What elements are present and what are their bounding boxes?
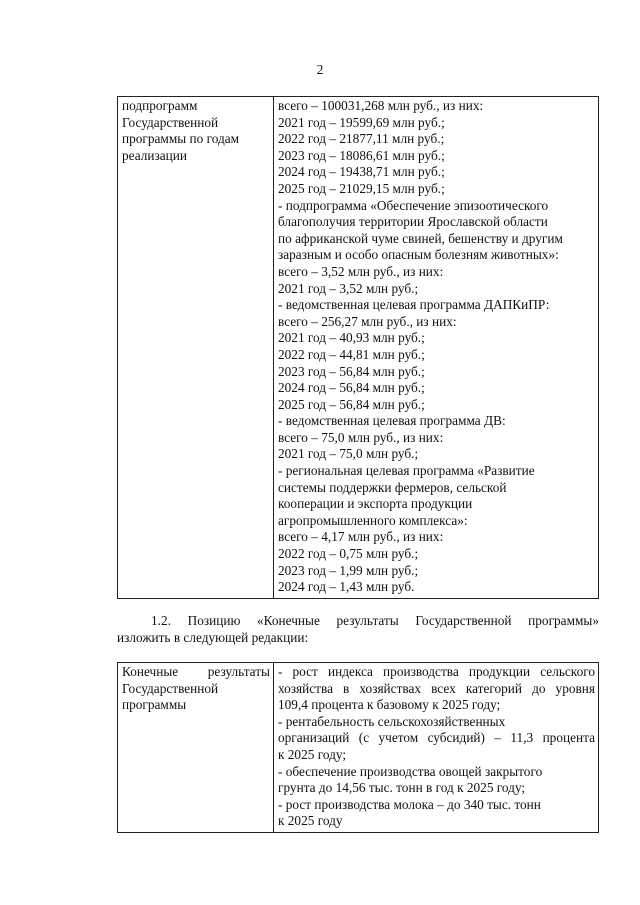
value-line: заразным и особо опасным болезням животных»: [278, 247, 559, 263]
value-line: 2024 год – 56,84 млн руб.; [278, 380, 425, 396]
value-line: 2025 год – 56,84 млн руб.; [278, 396, 425, 412]
label-line: Государственной [122, 680, 219, 696]
label-line: Государственной [122, 114, 219, 130]
value-line: грунта до 14,56 тыс. тонн в год к 2025 году; [278, 780, 526, 796]
value-line: 2022 год – 0,75 млн руб.; [278, 546, 419, 562]
value-line: системы поддержки фермеров, сельской [278, 479, 507, 495]
value-line: 2023 год – 1,99 млн руб.; [278, 562, 419, 578]
financing-table [117, 96, 599, 599]
value-line: всего – 100031,268 млн руб., из них: [278, 98, 484, 113]
financing-values-cell [274, 97, 599, 599]
value-line: - ведомственная целевая программа ДВ: [278, 413, 506, 429]
value-line: - обеспечение производства овощей закрытого [278, 763, 543, 779]
value-line: - ведомственная целевая программа ДАПКиПР: [278, 297, 550, 313]
value-line: организаций (с учетом субсидий) – 11,3 процента [278, 730, 595, 746]
value-line: к 2025 году [278, 813, 343, 829]
value-line: 2023 год – 18086,61 млн руб.; [278, 147, 445, 163]
value-line: - региональная целевая программа «Развитие [278, 463, 535, 479]
value-line: 109,4 процента к базовому к 2025 году; [278, 697, 501, 713]
value-line: 2023 год – 56,84 млн руб.; [278, 363, 425, 379]
table-row [118, 97, 599, 599]
value-line: - рост производства молока – до 340 тыс. тонн [278, 796, 541, 812]
value-line: хозяйства в хозяйствах всех категорий до уровня [278, 680, 595, 696]
value-line: 2022 год – 21877,11 млн руб.; [278, 131, 445, 147]
value-line: 2025 год – 21029,15 млн руб.; [278, 180, 445, 196]
value-line: 2021 год – 40,93 млн руб.; [278, 330, 425, 346]
value-line: по африканской чуме свиней, бешенству и другим [278, 230, 563, 246]
label-line: программы по годам [122, 131, 240, 147]
amendment-paragraph [117, 612, 599, 646]
value-line: 2024 год – 19438,71 млн руб.; [278, 164, 445, 180]
value-line: всего – 75,0 млн руб., из них: [278, 429, 444, 445]
label-line: реализации [122, 147, 187, 163]
value-line: благополучия территории Ярославской области [278, 214, 548, 230]
results-label-cell [118, 663, 274, 833]
value-line: 2021 год – 3,52 млн руб.; [278, 280, 419, 296]
page-number: 2 [316, 62, 324, 77]
results-values-cell [274, 663, 599, 833]
value-line: к 2025 году; [278, 746, 347, 762]
paragraph-line: 1.2. Позицию «Конечные результаты Государственной программы» [151, 613, 599, 628]
label-line: Конечные результаты [122, 664, 270, 679]
table-row [118, 663, 599, 833]
value-line: - рост индекса производства продукции сельского [278, 664, 595, 679]
value-line: 2021 год – 19599,69 млн руб.; [278, 114, 445, 130]
label-line: программы [122, 697, 187, 713]
financing-label-cell [118, 97, 274, 599]
value-line: кооперации и экспорта продукции [278, 496, 473, 512]
value-line: всего – 256,27 млн руб., из них: [278, 313, 457, 329]
value-line: 2022 год – 44,81 млн руб.; [278, 346, 425, 362]
value-line: 2021 год – 75,0 млн руб.; [278, 446, 419, 462]
value-line: - подпрограмма «Обеспечение эпизоотического [278, 197, 549, 213]
value-line: агропромышленного комплекса»: [278, 512, 468, 528]
results-table [117, 662, 599, 833]
value-line: 2024 год – 1,43 млн руб. [278, 579, 415, 595]
value-line: всего – 4,17 млн руб., из них: [278, 529, 444, 545]
paragraph-line: изложить в следующей редакции: [117, 630, 309, 645]
value-line: - рентабельность сельскохозяйственных [278, 713, 506, 729]
label-line: подпрограмм [122, 98, 198, 113]
value-line: всего – 3,52 млн руб., из них: [278, 263, 444, 279]
